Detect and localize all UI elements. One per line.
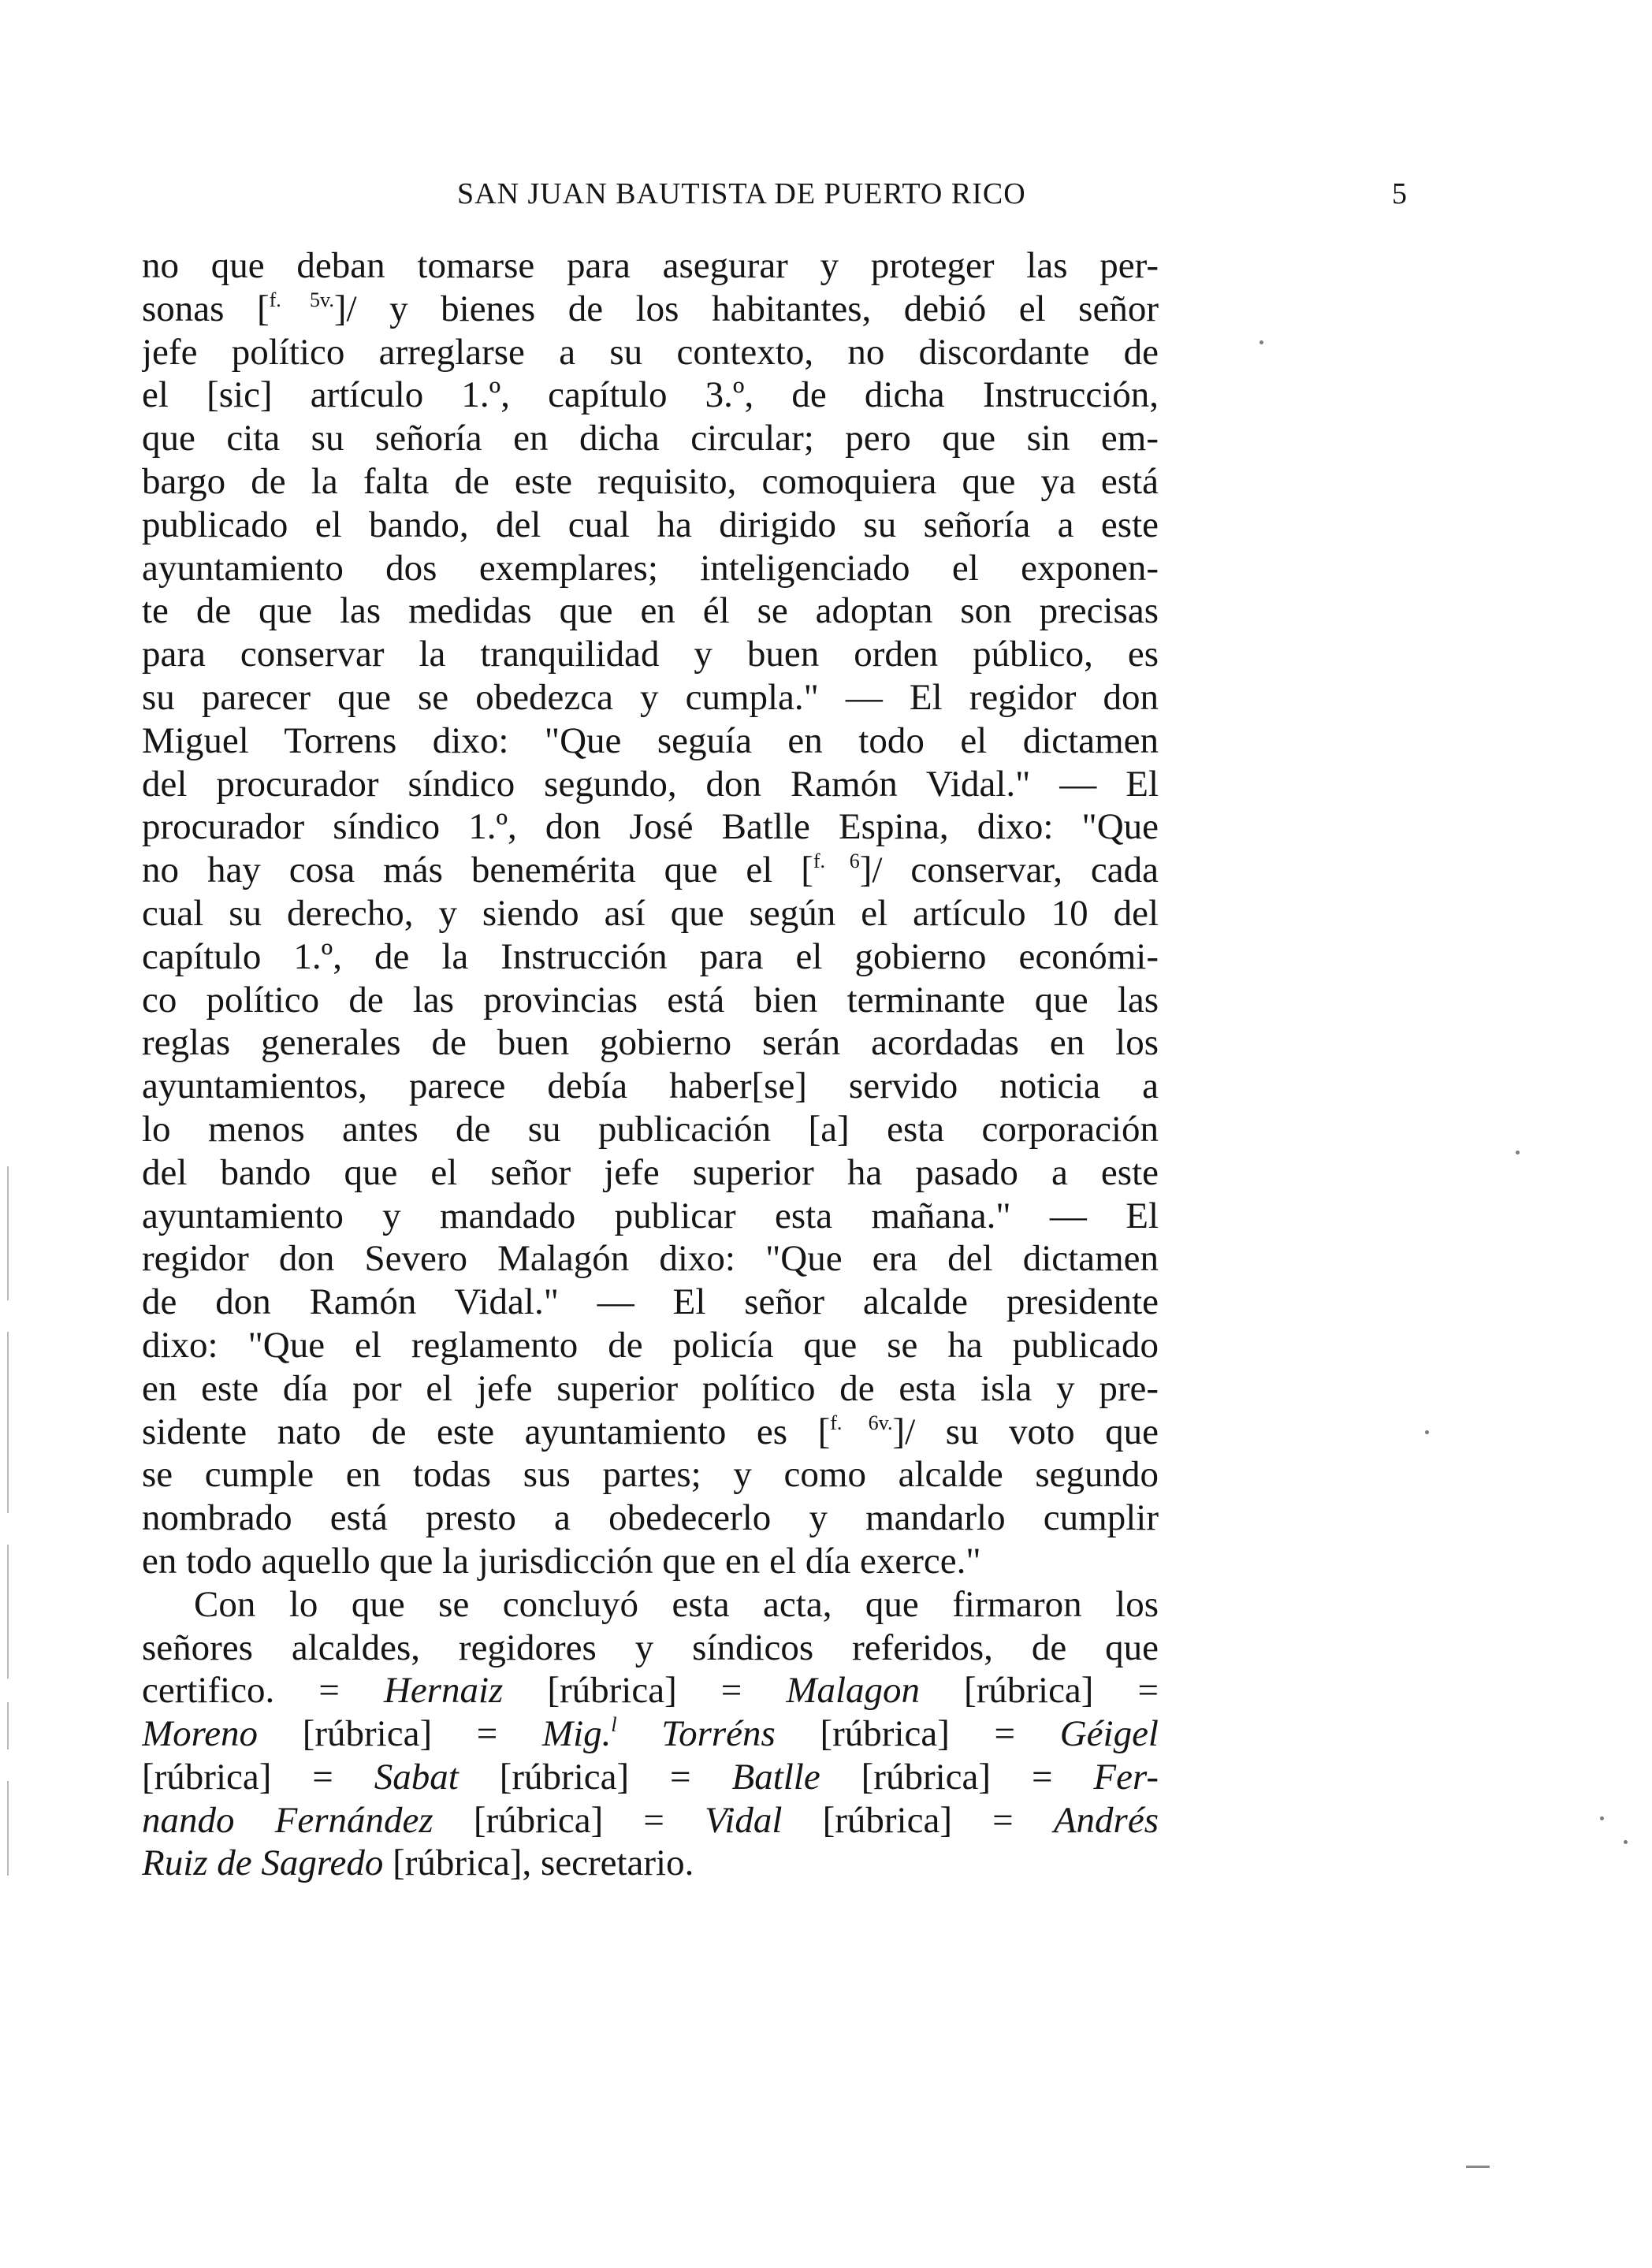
text-line: en este día por el jefe superior político de esta isla y pre-	[142, 1367, 1159, 1409]
scan-margin-line	[7, 1545, 9, 1679]
text-line: regidor don Severo Malagón dixo: "Que era del dictamen	[142, 1238, 1159, 1280]
text-line: capítulo 1.º, de la Instrucción para el gobierno económi-	[142, 935, 1159, 977]
scan-speck	[1466, 2166, 1490, 2168]
text-line: te de que las medidas que en él se adoptan son precisas	[142, 590, 1159, 632]
scan-speck	[1425, 1430, 1429, 1434]
text-line: Con lo que se concluyó esta acta, que firmaron los	[194, 1583, 1159, 1625]
text-line: cual su derecho, y siendo así que según el artículo 10 del	[142, 892, 1159, 934]
running-header	[142, 177, 1407, 224]
abbreviation-superscript: l	[611, 1713, 617, 1737]
text-line: jefe político arreglarse a su contexto, no discordante de	[142, 331, 1159, 373]
text-line: ayuntamiento y mandado publicar esta mañana." — El	[142, 1195, 1159, 1236]
signature-line: Ruiz de Sagredo [rúbrica], secretario.	[142, 1842, 694, 1884]
text-line: publicado el bando, del cual ha dirigido su señoría a este	[142, 504, 1159, 545]
text-line: se cumple en todas sus partes; y como alcalde segundo	[142, 1454, 1159, 1496]
text-line: sonas [$^{f. 5v.}$]/ y bienes de los habitantes, debió el señor	[142, 288, 1159, 329]
running-title: SAN JUAN BAUTISTA DE PUERTO RICO	[457, 177, 1026, 210]
text-line: bargo de la falta de este requisito, comoquiera que ya está	[142, 460, 1159, 502]
scan-speck	[1600, 1816, 1604, 1820]
scan-margin-line	[7, 1781, 9, 1876]
folio-marker: f. 5v.	[269, 288, 334, 311]
page-number: 5	[1392, 177, 1407, 210]
text-line: Miguel Torrens dixo: "Que seguía en todo el dictamen	[142, 719, 1159, 761]
signature-line: [rúbrica] = Sabat [rúbrica] = Batlle [rúbrica] = Fer-	[142, 1756, 1159, 1798]
text-line: que cita su señoría en dicha circular; pero que sin em-	[142, 418, 1159, 459]
scan-speck	[1624, 1840, 1628, 1844]
text-line: del procurador síndico segundo, don Ramón Vidal." — El	[142, 763, 1159, 805]
scan-speck	[1516, 1151, 1520, 1154]
text-line: co político de las provincias está bien terminante que las	[142, 979, 1159, 1021]
text-line: reglas generales de buen gobierno serán acordadas en los	[142, 1022, 1159, 1064]
scan-speck	[1259, 340, 1263, 344]
text-line: ayuntamientos, parece debía haber[se] servido noticia a	[142, 1065, 1159, 1107]
folio-marker: f. 6	[813, 850, 860, 873]
signature-line: Moreno [rúbrica] = Mig.$^l$ Torréns [rúbrica] = Géigel	[142, 1713, 1159, 1755]
folio-marker: f. 6v.	[830, 1411, 893, 1434]
text-line: señores alcaldes, regidores y síndicos referidos, de que	[142, 1627, 1159, 1668]
text-line: el [sic] artículo 1.º, capítulo 3.º, de dicha Instrucción,	[142, 374, 1159, 416]
text-line: ayuntamiento dos exemplares; inteligenciado el exponen-	[142, 547, 1159, 589]
text-line: procurador síndico 1.º, don José Batlle Espina, dixo: "Que	[142, 806, 1159, 848]
body-text	[142, 244, 1159, 1885]
text-line: no que deban tomarse para asegurar y proteger las per-	[142, 245, 1159, 286]
signature-line: certifico. = Hernaiz [rúbrica] = Malagon [rúbrica] =	[142, 1670, 1159, 1712]
text-line: nombrado está presto a obedecerlo y mandarlo cumplir	[142, 1497, 1159, 1539]
scan-margin-line	[7, 1166, 9, 1300]
text-line: no hay cosa más benemérita que el [$^{f. 6}$]/ conservar, cada	[142, 850, 1159, 891]
text-line: del bando que el señor jefe superior ha pasado a este	[142, 1151, 1159, 1193]
scan-margin-line	[7, 1702, 9, 1749]
signature-line: nando Fernández [rúbrica] = Vidal [rúbrica] = Andrés	[142, 1799, 1159, 1841]
text-line: su parecer que se obedezca y cumpla." — El regidor don	[142, 676, 1159, 718]
scan-margin-line	[7, 1332, 9, 1513]
text-line: lo menos antes de su publicación [a] esta corporación	[142, 1108, 1159, 1150]
text-line: sidente nato de este ayuntamiento es [$^{f. 6v.}$]/ su voto que	[142, 1411, 1159, 1452]
text-line: en todo aquello que la jurisdicción que en el día exerce."	[142, 1540, 981, 1582]
text-line: de don Ramón Vidal." — El señor alcalde presidente	[142, 1281, 1159, 1323]
text-line: dixo: "Que el reglamento de policía que se ha publicado	[142, 1324, 1159, 1366]
text-line: para conservar la tranquilidad y buen orden público, es	[142, 634, 1159, 675]
